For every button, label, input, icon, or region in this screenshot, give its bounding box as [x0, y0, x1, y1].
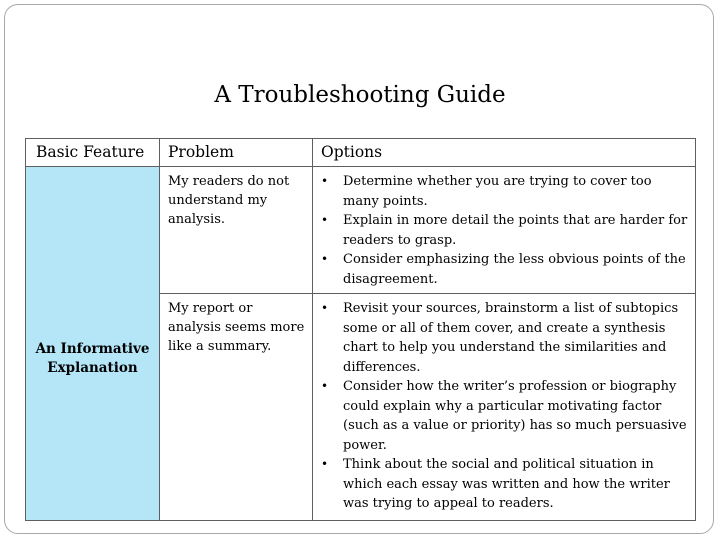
troubleshooting-table: [25, 138, 696, 521]
basic-feature-label: An Informative Explanation: [35, 340, 150, 376]
option-item: • Think about the social and political situation in which each essay was written and how the writer was trying to appeal to readers.: [321, 455, 689, 514]
problem-cell: My report or analysis seems more like a summary.: [160, 294, 313, 521]
table-header-row: [26, 139, 696, 167]
option-item: • Explain in more detail the points that are harder for readers to grasp.: [321, 211, 689, 250]
header-options: Options: [313, 139, 696, 167]
options-list: [321, 299, 689, 514]
option-item: • Determine whether you are trying to cover too many points.: [321, 172, 689, 211]
slide-title: A Troubleshooting Guide: [214, 82, 506, 108]
table-row: [26, 167, 696, 294]
options-cell: [313, 167, 696, 294]
basic-feature-cell: [26, 167, 160, 521]
option-item: • Revisit your sources, brainstorm a list of subtopics some or all of them cover, and create a synthesis chart to help you understand the similarities and differences.: [321, 299, 689, 377]
option-item: • Consider emphasizing the less obvious points of the disagreement.: [321, 250, 689, 289]
header-problem: Problem: [160, 139, 313, 167]
header-basic-feature: Basic Feature: [26, 139, 160, 167]
options-list: [321, 172, 689, 289]
problem-cell: My readers do not understand my analysis.: [160, 167, 313, 294]
option-item: • Consider how the writer’s profession or biography could explain why a particular motivating factor (such as a value or priority) has so much persuasive power.: [321, 377, 689, 455]
options-cell: [313, 294, 696, 521]
